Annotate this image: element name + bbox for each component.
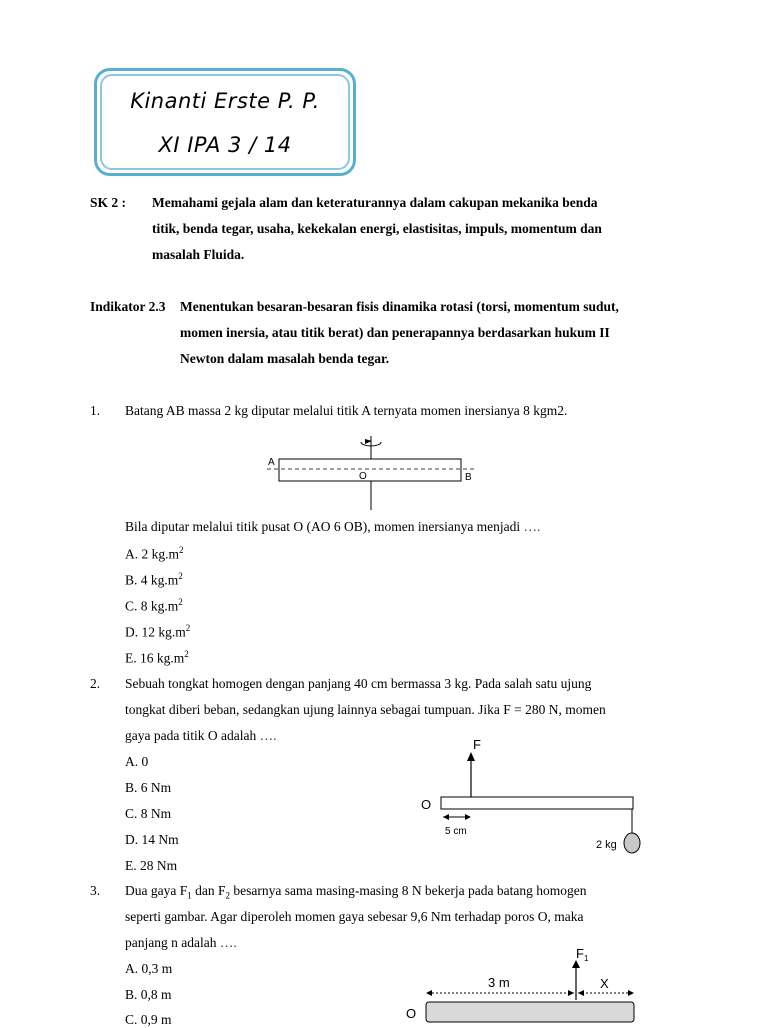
q3-label-o: O: [406, 1006, 417, 1021]
q2-option-b[interactable]: B. 6 Nm: [125, 780, 172, 795]
q2-line-1: Sebuah tongkat homogen dengan panjang 40 cm bermassa 3 kg. Pada salah satu ujung: [125, 676, 592, 691]
q1-option-c-text: C. 8 kg.m: [125, 598, 179, 614]
q1-option-d-sup: 2: [185, 623, 191, 633]
q3-label-dist: 3 m: [488, 975, 510, 990]
q3-option-a[interactable]: A. 0,3 m: [125, 961, 173, 976]
q1-follow: [125, 519, 540, 535]
q3-sub-2: 2: [225, 890, 230, 901]
q2-figure: [415, 735, 645, 860]
sk-label: SK 2 :: [90, 195, 127, 210]
q2-line-3-text: gaya pada titik O adalah: [125, 728, 257, 743]
q2-label-mass: 2 kg: [596, 839, 617, 851]
q1-option-a-text: A. 2 kg.m: [125, 546, 179, 562]
q1-option-e-sup: 2: [184, 649, 189, 659]
q3-label-f-text: F: [576, 946, 584, 961]
q2-label-f: F: [473, 737, 481, 752]
indikator-line-2: momen inersia, atau titik berat) dan penerapannya berdasarkan hukum II: [180, 325, 610, 340]
q2-option-d[interactable]: D. 14 Nm: [125, 832, 179, 847]
q3-figure: [400, 940, 650, 1024]
q3-ellipsis: ….: [219, 935, 237, 950]
q1-option-d-text: D. 12 kg.m: [125, 624, 186, 640]
q1-option-b-text: B. 4 kg.m: [125, 572, 179, 588]
sk-line-2: titik, benda tegar, usaha, kekekalan energi, elastisitas, impuls, momentum dan: [152, 221, 602, 236]
q1-option-b-sup: 2: [178, 571, 183, 581]
q1-follow-text: Bila diputar melalui titik pusat O (AO 6 OB), momen inersianya menjadi: [125, 519, 521, 534]
q3-line-2: seperti gambar. Agar diperoleh momen gaya sebesar 9,6 Nm terhadap poros O, maka: [125, 909, 584, 924]
q1-figure: [262, 432, 482, 512]
q2-option-c[interactable]: C. 8 Nm: [125, 806, 172, 821]
q1-text: Batang AB massa 2 kg diputar melalui titik A ternyata momen inersianya 8 kgm2.: [125, 403, 568, 418]
q1-option-c[interactable]: [125, 597, 183, 615]
student-class: XI IPA 3 / 14: [158, 133, 292, 157]
q2-option-a[interactable]: A. 0: [125, 754, 149, 769]
q1-option-e-text: E. 16 kg.m: [125, 650, 185, 666]
q2-number: 2.: [90, 676, 101, 691]
name-box: [94, 68, 356, 176]
q3-line-1: [125, 883, 587, 901]
q1-label-o: O: [359, 471, 367, 482]
q3-line-1-b: dan F: [191, 883, 226, 898]
q1-number: 1.: [90, 403, 101, 418]
q3-line-3: [125, 935, 237, 951]
q1-option-b[interactable]: [125, 571, 183, 589]
q3-number: 3.: [90, 883, 101, 898]
q1-label-b: B: [465, 472, 472, 483]
q1-option-a-sup: 2: [179, 545, 184, 555]
q1-option-a[interactable]: [125, 545, 184, 563]
q3-line-3-text: panjang n adalah: [125, 935, 217, 950]
q2-label-o: O: [421, 797, 432, 812]
q2-line-2: tongkat diberi beban, sedangkan ujung lainnya sebagai tumpuan. Jika F = 280 N, momen: [125, 702, 606, 717]
sk-line-1: Memahami gejala alam dan keteraturannya dalam cakupan mekanika benda: [152, 195, 598, 210]
student-name: Kinanti Erste P. P.: [130, 89, 320, 113]
indikator-line-3: Newton dalam masalah benda tegar.: [180, 351, 390, 366]
q2-option-e[interactable]: E. 28 Nm: [125, 858, 178, 873]
sk-line-3: masalah Fluida.: [152, 247, 245, 262]
indikator-label: Indikator 2.3: [90, 299, 166, 314]
q3-line-1-c: besarnya sama masing-masing 8 N bekerja pada batang homogen: [229, 883, 587, 898]
q2-ellipsis: ….: [259, 728, 277, 743]
q3-label-f: [576, 946, 589, 963]
q1-option-c-sup: 2: [178, 597, 183, 607]
q3-sub-1: 1: [187, 890, 192, 901]
q3-label-x: X: [600, 976, 609, 991]
q2-label-dist: 5 cm: [445, 826, 467, 837]
q3-option-b[interactable]: B. 0,8 m: [125, 987, 172, 1002]
q1-label-a: A: [268, 457, 275, 468]
q2-line-3: [125, 728, 276, 744]
indikator-line-1: Menentukan besaran-besaran fisis dinamika rotasi (torsi, momentum sudut,: [180, 299, 619, 314]
q1-ellipsis: ….: [523, 519, 541, 534]
q3-option-c[interactable]: C. 0,9 m: [125, 1012, 172, 1027]
q3-line-1-a: Dua gaya F: [125, 883, 188, 898]
q1-option-d[interactable]: [125, 623, 190, 641]
q3-label-f-sub: 1: [583, 954, 589, 963]
q1-option-e[interactable]: [125, 649, 189, 667]
